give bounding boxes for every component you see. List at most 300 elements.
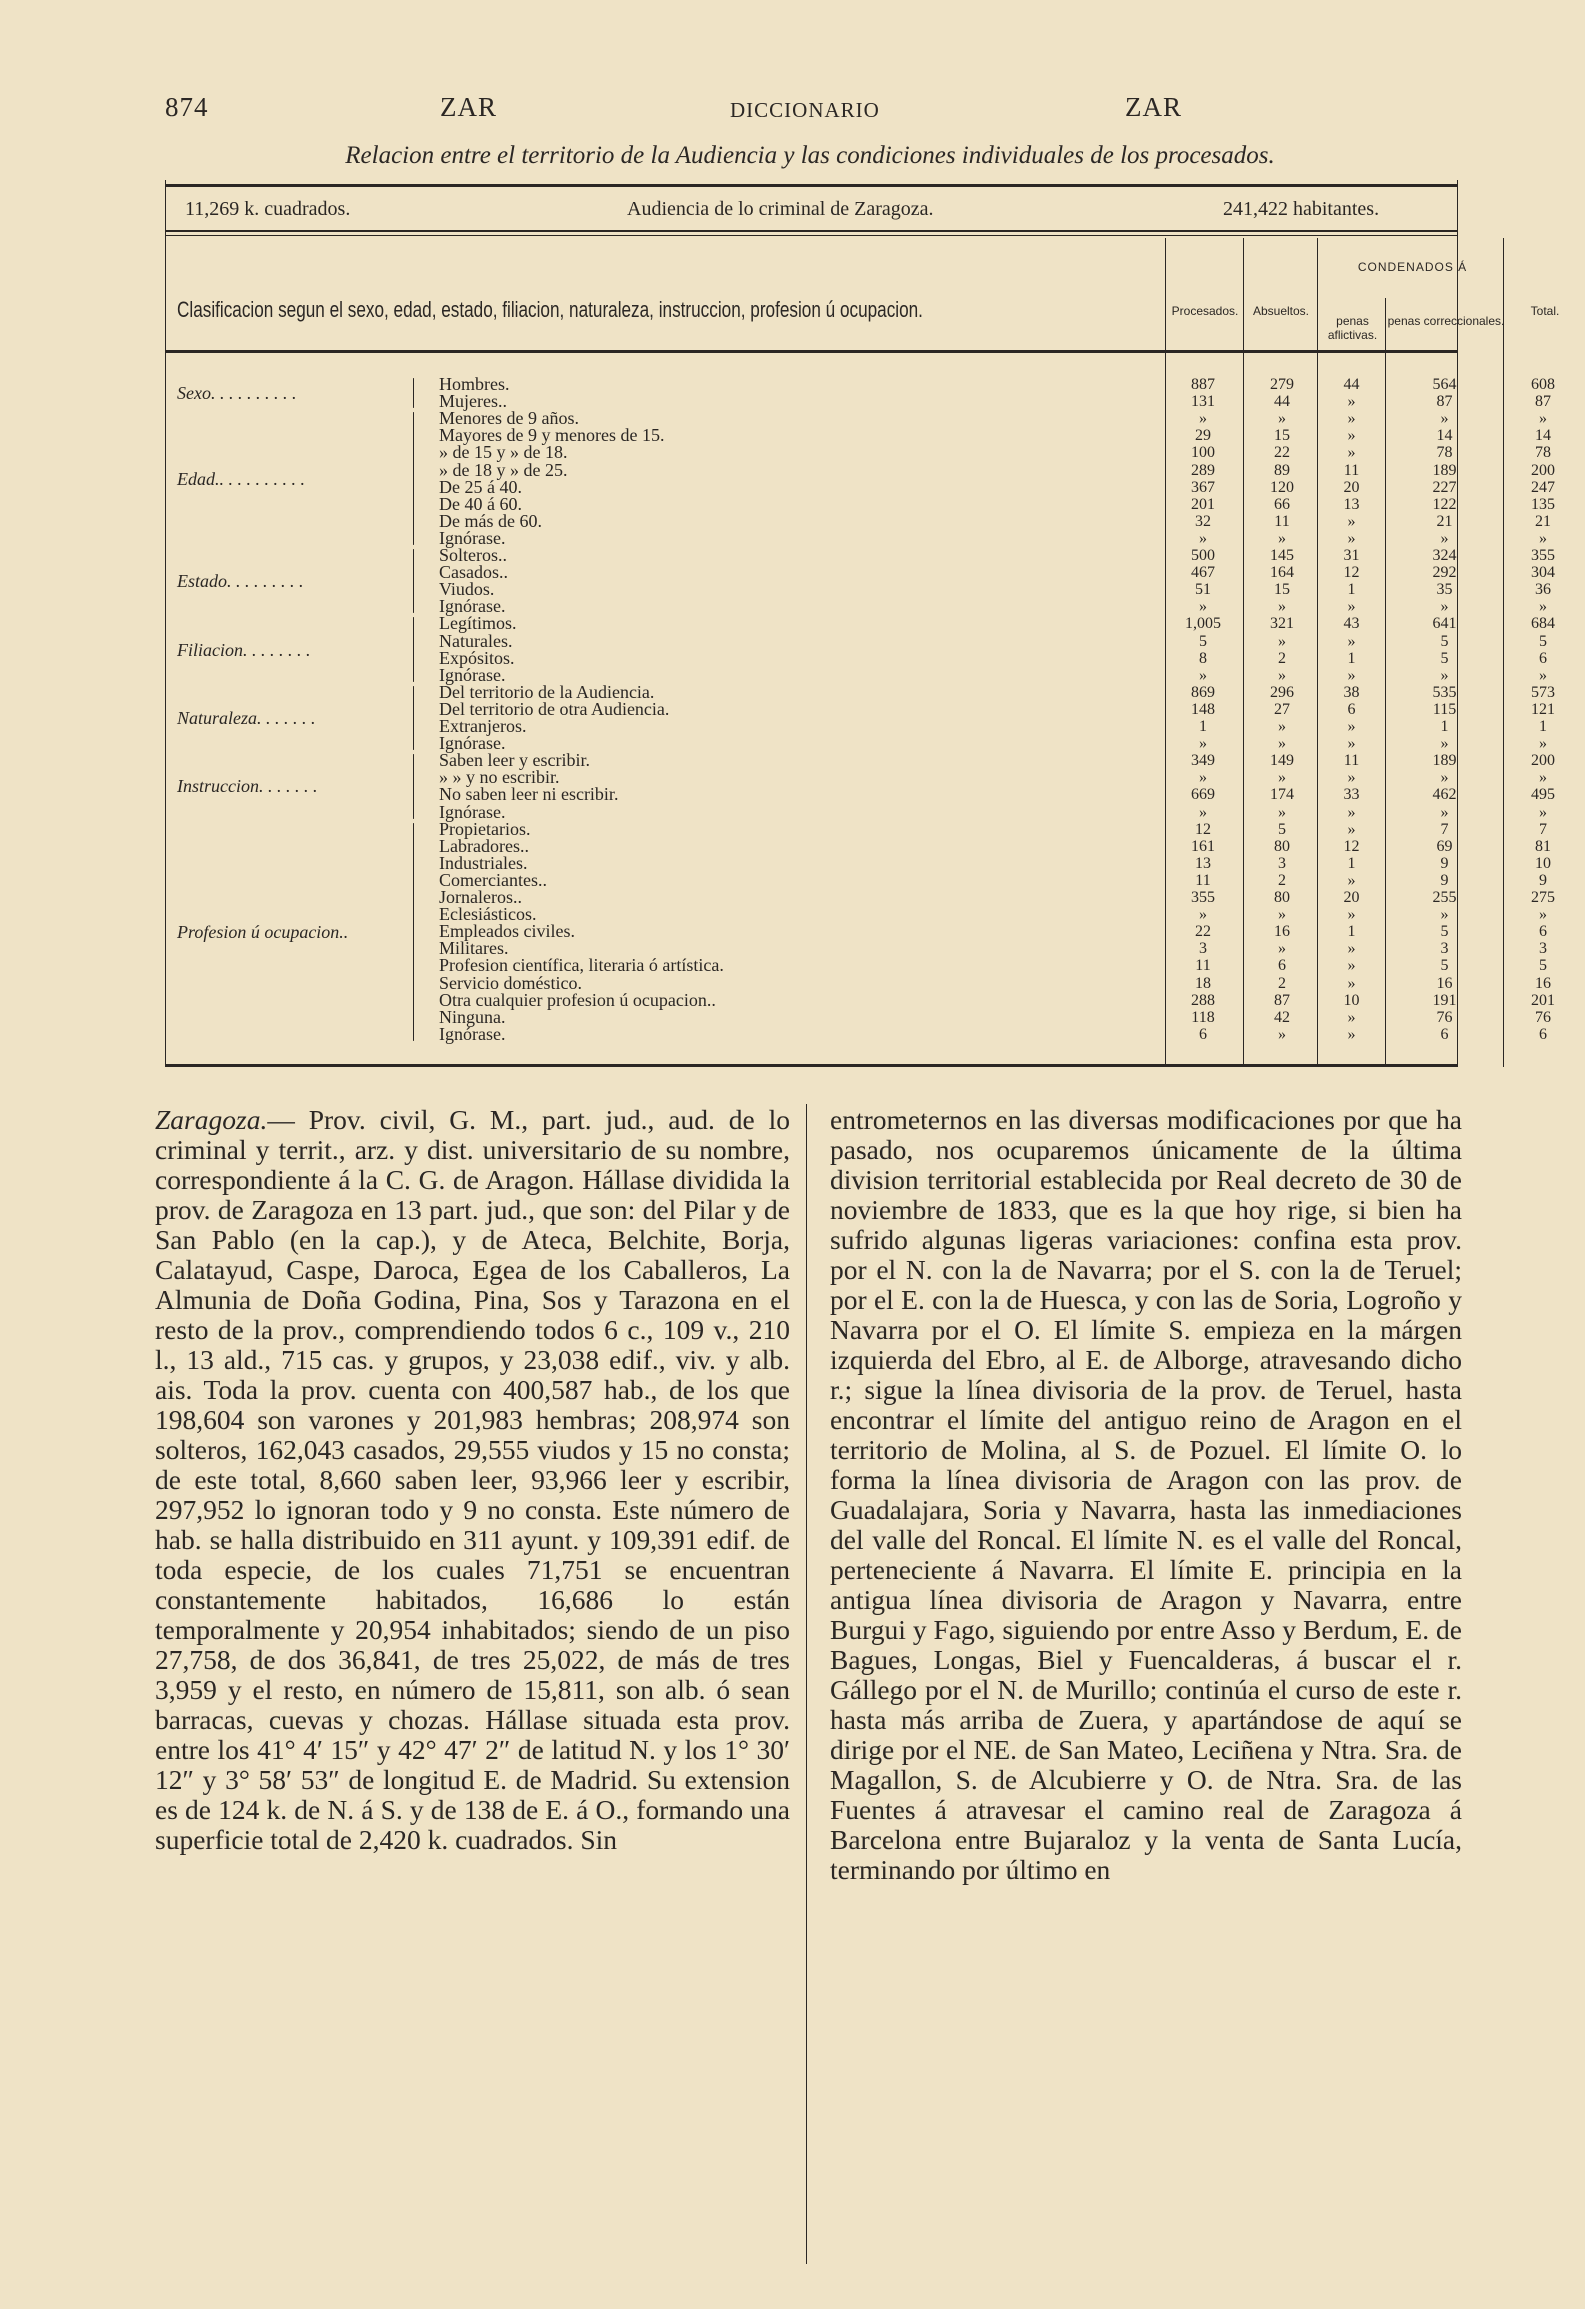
cell-absueltos: 89 — [1274, 461, 1290, 479]
row-label: Ignórase. — [439, 527, 506, 548]
cell-absueltos: 11 — [1274, 512, 1290, 530]
cell-procesados: 18 — [1195, 974, 1211, 992]
cell-total: 200 — [1531, 752, 1555, 770]
row-label: Extranjeros. — [439, 716, 527, 736]
col-procesados: Procesados. — [1171, 304, 1239, 318]
cell-procesados: 288 — [1191, 991, 1215, 1009]
cell-penas-aflictivas: » — [1347, 1008, 1356, 1026]
cell-total: 275 — [1531, 889, 1555, 906]
cell-total: 87 — [1535, 393, 1551, 411]
row-label: Ignórase. — [439, 664, 506, 685]
table-rule-top — [165, 184, 1457, 187]
cell-procesados: 289 — [1191, 461, 1215, 479]
cell-total: 76 — [1535, 1008, 1551, 1026]
group-brace — [413, 549, 414, 613]
cell-penas-correccionales: 87 — [1436, 393, 1453, 411]
cell-penas-correccionales: 227 — [1432, 478, 1457, 496]
cell-procesados: » — [1199, 769, 1207, 787]
cell-total: 6 — [1539, 923, 1547, 941]
row-label: Casados.. — [439, 562, 508, 583]
cell-total: 21 — [1535, 512, 1551, 530]
row-label: Menores de 9 años. — [439, 408, 579, 429]
cell-penas-aflictivas: » — [1347, 632, 1356, 650]
cell-total: 3 — [1539, 940, 1547, 958]
cell-penas-aflictivas: » — [1347, 820, 1356, 838]
cell-total: » — [1539, 769, 1547, 787]
table-court: Audiencia de lo criminal de Zaragoza. — [627, 198, 934, 220]
entry-headword: Zaragoza. — [155, 1104, 268, 1135]
cell-total: 201 — [1531, 991, 1555, 1009]
table-rule-info-2 — [165, 235, 1457, 236]
table-row — [165, 545, 1555, 565]
cell-procesados: 467 — [1191, 564, 1215, 582]
header-title: DICCIONARIO — [730, 98, 880, 122]
cell-total: 6 — [1539, 1025, 1547, 1043]
cell-penas-correccionales: 462 — [1432, 786, 1457, 804]
row-label: Eclesiásticos. — [439, 904, 537, 925]
cell-total: 78 — [1535, 444, 1551, 462]
cell-absueltos: » — [1278, 769, 1286, 787]
text-column-left — [155, 1105, 790, 1855]
cell-penas-correccionales: » — [1440, 598, 1449, 616]
cell-absueltos: 6 — [1278, 957, 1286, 975]
table-row — [165, 1006, 1551, 1027]
col-total: Total. — [1530, 304, 1560, 318]
cell-procesados: » — [1199, 598, 1207, 616]
col-penas-correccionales: penas correccionales. — [1387, 314, 1505, 328]
row-label: Saben leer y escribir. — [439, 750, 590, 771]
row-label: Solteros.. — [439, 545, 508, 565]
cell-penas-aflictivas: » — [1347, 769, 1356, 787]
group-label: Profesion ú ocupacion.. — [177, 921, 349, 942]
cell-penas-aflictivas: 12 — [1343, 837, 1360, 855]
cell-penas-aflictivas: 1 — [1347, 581, 1356, 599]
cell-procesados: 148 — [1191, 700, 1215, 718]
cell-procesados: 355 — [1191, 889, 1215, 906]
text-column-right — [830, 1105, 1462, 1885]
cell-absueltos: 279 — [1270, 376, 1294, 393]
cell-penas-aflictivas: » — [1347, 957, 1356, 975]
table-row — [165, 391, 1551, 412]
cell-penas-aflictivas: 1 — [1347, 923, 1356, 941]
group-brace — [413, 378, 414, 408]
cell-total: » — [1539, 598, 1547, 616]
cell-penas-correccionales: 5 — [1440, 957, 1449, 975]
cell-penas-aflictivas: 11 — [1343, 461, 1360, 479]
cell-total: 9 — [1539, 871, 1547, 889]
cell-penas-correccionales: 115 — [1432, 700, 1457, 718]
table-caption: Relacion entre el territorio de la Audiencia y las condiciones individuales de los procesados. — [345, 142, 1275, 169]
cell-penas-aflictivas: » — [1347, 598, 1356, 616]
cell-absueltos: 145 — [1270, 547, 1294, 564]
entry-body-left: — Prov. civil, G. M., part. jud., aud. de lo criminal y territ., arz. y dist. universitario de su nombre, correspondiente á la C. G. de Aragon. Hállase dividida la prov. de Zaragoza en 13 part. jud., que son: del Pilar y de San Pablo (en la cap.), y de Ateca, Belchite, Borja, Calatayud, Caspe, Daroca, Egea de los Caballeros, La Almunia de Doña Godina, Pina, Sos y Tarazona en el resto de la prov., comprendiendo todos 6 c., 109 v., 210 l., 13 ald., 715 cas. y grupos, y 23,038 edif., viv. y alb. ais. Toda la prov. cuenta con 400,587 hab., de los que 198,604 son varones y 201,983 hembras; 208,974 son solteros, 162,043 casados, 29,555 viudos y 15 no consta; de este total, 8,660 saben leer, 93,966 leer y escribir, 297,952 lo ignoran todo y 9 no consta. Este número de hab. se halla distribuido en 311 ayunt. y 109,391 edif. de toda especie, de los cuales 71,751 se encuentran constantemente habitados, 16,686 lo están temporalmente y 20,954 inhabitados; siendo de un piso 27,758, de dos 36,841, de tres 25,022, de más de tres 3,959 y el resto, en número de 15,811, son alb. ó sean barracas, cuevas y chozas. Hállase situada esta prov. entre los 41° 4′ 15″ y 42° 47′ 2″ de latitud N. y los 1° 30′ 12″ y 3° 58′ 53″ de longitud E. de Madrid. Su extension es de 124 k. de N. á S. y de 138 de E. á O., formando una superficie total de 2,420 k. cuadrados. Sin — [155, 1104, 790, 1855]
running-header — [165, 92, 1455, 132]
cell-procesados: 500 — [1191, 547, 1215, 564]
cell-penas-correccionales: 324 — [1432, 547, 1457, 564]
cell-absueltos: 3 — [1278, 854, 1286, 872]
cell-procesados: 5 — [1199, 632, 1207, 650]
cell-penas-aflictivas: » — [1347, 803, 1356, 821]
cell-penas-aflictivas: 33 — [1343, 786, 1360, 804]
cell-penas-correccionales: 292 — [1432, 564, 1457, 582]
cell-procesados: 6 — [1199, 1025, 1207, 1043]
cell-procesados: » — [1199, 666, 1207, 684]
cell-absueltos: 15 — [1274, 581, 1290, 599]
cell-absueltos: 44 — [1274, 393, 1290, 411]
page-number: 874 — [165, 92, 209, 122]
statistics-table — [165, 180, 1560, 1067]
group-label: Estado. . . . . . . . . — [177, 571, 304, 592]
cell-absueltos: » — [1278, 666, 1286, 684]
group-label: Filiacion. . . . . . . . — [177, 639, 311, 660]
cell-penas-correccionales: 3 — [1440, 940, 1449, 958]
cell-total: 247 — [1531, 478, 1555, 496]
col-absueltos: Absueltos. — [1252, 304, 1310, 318]
cell-penas-aflictivas: » — [1347, 444, 1356, 462]
table-row — [165, 955, 1547, 976]
row-label: Ignórase. — [439, 596, 506, 617]
table-row — [165, 972, 1551, 993]
cell-penas-aflictivas: » — [1347, 410, 1356, 428]
cell-penas-aflictivas: » — [1347, 718, 1356, 735]
cell-absueltos: 149 — [1270, 752, 1294, 770]
row-label: Legítimos. — [439, 613, 517, 634]
cell-penas-correccionales: 14 — [1436, 427, 1453, 445]
cell-penas-aflictivas: » — [1347, 974, 1356, 992]
table-row — [165, 921, 1547, 942]
cell-absueltos: » — [1278, 718, 1286, 735]
table-row — [165, 698, 1555, 719]
cell-absueltos: 27 — [1274, 700, 1290, 718]
condenados-header: CONDENADOS Á — [1357, 260, 1468, 274]
cell-penas-aflictivas: 6 — [1347, 700, 1356, 718]
cell-absueltos: 5 — [1278, 820, 1286, 838]
column-divider — [806, 1104, 807, 2264]
row-label: Industriales. — [439, 852, 528, 873]
row-label: Viudos. — [439, 579, 495, 600]
cell-penas-correccionales: 5 — [1440, 649, 1449, 667]
cell-absueltos: 120 — [1270, 478, 1294, 496]
cell-absueltos: 321 — [1270, 615, 1294, 633]
cell-absueltos: » — [1278, 940, 1286, 958]
row-label: Ignórase. — [439, 733, 506, 754]
cell-total: » — [1539, 735, 1547, 753]
cell-penas-correccionales: 69 — [1436, 837, 1453, 855]
table-row — [165, 408, 1547, 429]
header-left-word: ZAR — [440, 92, 497, 122]
row-label: Profesion científica, literaria ó artística. — [439, 955, 724, 976]
cell-absueltos: 66 — [1274, 495, 1290, 513]
cell-procesados: 201 — [1191, 495, 1215, 513]
cell-absueltos: » — [1278, 735, 1286, 753]
table-row — [165, 904, 1547, 925]
cell-penas-aflictivas: 1 — [1347, 854, 1356, 872]
group-label: Sexo. . . . . . . . . . — [177, 383, 297, 404]
cell-total: 608 — [1531, 376, 1555, 393]
table-row — [165, 852, 1551, 873]
table-row — [165, 459, 1555, 480]
row-label: De 25 á 40. — [439, 476, 522, 497]
cell-procesados: 32 — [1195, 512, 1211, 530]
cell-procesados: 13 — [1195, 854, 1211, 872]
cell-penas-aflictivas: » — [1347, 393, 1356, 411]
cell-total: 1 — [1539, 718, 1547, 735]
cell-penas-correccionales: 5 — [1440, 632, 1449, 650]
cell-penas-correccionales: » — [1440, 803, 1449, 821]
cell-procesados: » — [1199, 410, 1207, 428]
cell-penas-aflictivas: 12 — [1343, 564, 1360, 582]
cell-penas-correccionales: » — [1440, 529, 1449, 547]
cell-penas-aflictivas: 43 — [1343, 615, 1360, 633]
cell-total: 5 — [1539, 632, 1547, 650]
cell-penas-correccionales: » — [1440, 410, 1449, 428]
col-penas-aflictivas: penas aflictivas. — [1327, 314, 1378, 342]
cell-absueltos: 174 — [1270, 786, 1294, 804]
row-label: Mujeres.. — [439, 391, 507, 412]
row-label: Ignórase. — [439, 801, 506, 822]
cell-absueltos: » — [1278, 529, 1286, 547]
table-row — [165, 681, 1555, 702]
table-row — [165, 613, 1555, 634]
cell-penas-correccionales: 535 — [1432, 683, 1457, 701]
cell-procesados: 1,005 — [1185, 615, 1221, 633]
cell-penas-correccionales: 189 — [1432, 752, 1457, 770]
table-row — [165, 989, 1555, 1010]
table-row — [165, 716, 1547, 736]
row-label: De 40 á 60. — [439, 493, 522, 514]
cell-procesados: 11 — [1195, 957, 1211, 975]
table-row — [165, 733, 1547, 754]
cell-penas-correccionales: 564 — [1432, 376, 1457, 393]
cell-procesados: 869 — [1191, 683, 1215, 701]
cell-procesados: 131 — [1191, 393, 1215, 411]
cell-penas-correccionales: 7 — [1440, 820, 1449, 838]
cell-absueltos: » — [1278, 410, 1286, 428]
row-label: Expósitos. — [439, 647, 515, 668]
row-label: Otra cualquier profesion ú ocupacion.. — [439, 989, 716, 1010]
cell-penas-correccionales: 35 — [1436, 581, 1453, 599]
cell-penas-correccionales: 122 — [1432, 495, 1457, 513]
cell-procesados: » — [1199, 735, 1207, 753]
group-brace — [413, 823, 414, 1041]
cell-penas-correccionales: 191 — [1432, 991, 1457, 1009]
cell-total: 16 — [1535, 974, 1551, 992]
cell-penas-correccionales: 255 — [1432, 889, 1457, 906]
cell-total: 36 — [1535, 581, 1551, 599]
cell-total: 200 — [1531, 461, 1555, 479]
table-row — [165, 596, 1547, 617]
cell-penas-aflictivas: » — [1347, 529, 1356, 547]
group-label: Edad.. . . . . . . . . . — [177, 468, 305, 489]
table-area: 11,269 k. cuadrados. — [185, 198, 351, 220]
entry-body-right: entrometernos en las diversas modificaciones por que ha pasado, nos ocuparemos únicamente de la última division territorial establecida por Real decreto de 30 de noviembre de 1833, que es la que hoy rige, si bien ha sufrido algunas ligeras variaciones: confina esta prov. por el N. con la de Navarra; por el S. con la de Teruel; por el E. con la de Huesca, y con las de Soria, Logroño y Navarra por el O. El límite S. empieza en la márgen izquierda del Ebro, al E. de Alborge, atravesando dicho r.; sigue la línea divisoria de la prov. de Teruel, hasta encontrar el límite del antiguo reino de Aragon en el territorio de Molina, al S. de Pozuel. El límite O. lo forma la línea divisoria de Aragon con las prov. de Guadalajara, Soria y Navarra, hasta las inmediaciones del valle del Roncal. El límite N. es el valle del Roncal, perteneciente á Navarra. El límite E. principia en la antigua línea divisoria de Aragon y Navarra, entre Burgui y Fago, siguiendo por entre Asso y Berdum, E. de Bagues, Longas, Biel y Fuencalderas, á buscar el r. Gállego por el N. de Murillo; continúa el curso de este r. hasta más arriba de Zuera, y apartándose de aquí se dirige por el NE. de San Mateo, Leciñena y Ntra. Sra. de Magallon, S. de Alcubierre y O. de Ntra. Sra. de las Fuentes á atravesar el camino real de Zaragoza á Barcelona entre Bujaraloz y la venta de Santa Lucía, terminando por último en — [830, 1104, 1462, 1885]
cell-procesados: 22 — [1195, 923, 1211, 941]
cell-procesados: 887 — [1191, 376, 1215, 393]
cell-procesados: » — [1199, 529, 1207, 547]
cell-procesados: 669 — [1191, 786, 1215, 804]
table-row — [165, 630, 1547, 651]
group-brace — [413, 754, 414, 818]
cell-total: 304 — [1531, 564, 1555, 582]
cell-penas-correccionales: 78 — [1436, 444, 1453, 462]
cell-procesados: 367 — [1191, 478, 1215, 496]
cell-penas-aflictivas: » — [1347, 735, 1356, 753]
cell-procesados: 29 — [1195, 427, 1211, 445]
cell-total: » — [1539, 666, 1547, 684]
cell-absueltos: 2 — [1278, 871, 1286, 889]
row-label: De más de 60. — [439, 510, 542, 531]
cell-penas-aflictivas: 10 — [1343, 991, 1360, 1009]
cell-total: 14 — [1535, 427, 1551, 445]
table-row — [165, 664, 1547, 685]
cell-absueltos: » — [1278, 632, 1286, 650]
cell-total: » — [1539, 906, 1547, 924]
cell-absueltos: » — [1278, 598, 1286, 616]
row-label: Empleados civiles. — [439, 921, 575, 942]
cell-procesados: 161 — [1191, 837, 1215, 855]
cell-procesados: 349 — [1191, 752, 1215, 770]
cell-total: 7 — [1539, 820, 1547, 838]
cell-absueltos: 164 — [1270, 564, 1294, 582]
cell-total: 5 — [1539, 957, 1547, 975]
table-row — [165, 835, 1551, 856]
cell-penas-correccionales: 21 — [1436, 512, 1453, 530]
cell-penas-aflictivas: 13 — [1343, 495, 1360, 513]
cell-absueltos: 42 — [1274, 1008, 1290, 1026]
cell-penas-aflictivas: » — [1347, 427, 1356, 445]
row-label: Hombres. — [439, 374, 510, 394]
row-label: » de 18 y » de 25. — [439, 459, 568, 480]
cell-absueltos: 2 — [1278, 974, 1286, 992]
cell-penas-aflictivas: » — [1347, 512, 1356, 530]
group-label: Naturaleza. . . . . . . — [177, 708, 316, 728]
cell-penas-correccionales: 5 — [1440, 923, 1449, 941]
cell-penas-aflictivas: 38 — [1343, 683, 1360, 701]
group-brace — [413, 412, 414, 545]
cell-absueltos: 87 — [1274, 991, 1290, 1009]
cell-total: » — [1539, 529, 1547, 547]
row-label: Ninguna. — [439, 1006, 506, 1027]
cell-total: 573 — [1531, 683, 1555, 701]
cell-procesados: 3 — [1199, 940, 1207, 958]
cell-penas-aflictivas: » — [1347, 1025, 1356, 1043]
cell-procesados: » — [1199, 803, 1207, 821]
table-row — [165, 750, 1555, 771]
cell-absueltos: 22 — [1274, 444, 1290, 462]
cell-procesados: 12 — [1195, 820, 1211, 838]
cell-absueltos: » — [1278, 803, 1286, 821]
table-row — [165, 818, 1547, 839]
cell-penas-correccionales: » — [1440, 735, 1449, 753]
row-label: Naturales. — [439, 630, 513, 651]
cell-total: 121 — [1531, 700, 1555, 718]
cell-penas-aflictivas: 20 — [1343, 478, 1360, 496]
row-label: No saben leer ni escribir. — [439, 784, 619, 805]
cell-penas-correccionales: 9 — [1440, 871, 1449, 889]
row-label: Comerciantes.. — [439, 869, 547, 890]
cell-procesados: » — [1199, 906, 1207, 924]
cell-total: 684 — [1531, 615, 1555, 633]
table-row — [165, 801, 1547, 822]
row-label: Jornaleros.. — [439, 887, 522, 907]
table-row — [165, 869, 1547, 890]
cell-penas-correccionales: 189 — [1432, 461, 1457, 479]
row-label: Mayores de 9 y menores de 15. — [439, 425, 665, 446]
cell-penas-aflictivas: » — [1347, 666, 1356, 684]
group-label: Instruccion. . . . . . . — [177, 776, 318, 797]
cell-penas-aflictivas: 11 — [1343, 752, 1360, 770]
cell-absueltos: 80 — [1274, 889, 1290, 906]
row-label: Labradores.. — [439, 835, 529, 856]
cell-total: 6 — [1539, 649, 1547, 667]
cell-penas-aflictivas: » — [1347, 940, 1356, 958]
cell-absueltos: » — [1278, 1025, 1286, 1043]
table-row — [165, 579, 1551, 600]
table-row — [165, 1023, 1547, 1044]
classification-header: Clasificacion segun el sexo, edad, estado, filiacion, naturaleza, instruccion, profesion ú ocupacion. — [177, 297, 923, 322]
table-rule-bottom — [165, 1064, 1457, 1067]
cell-absueltos: 80 — [1274, 837, 1290, 855]
cell-procesados: 118 — [1191, 1008, 1215, 1026]
cell-penas-correccionales: » — [1440, 769, 1449, 787]
cell-procesados: 51 — [1195, 581, 1211, 599]
table-row — [165, 493, 1555, 514]
cell-penas-aflictivas: 20 — [1343, 889, 1360, 906]
cell-total: 135 — [1531, 495, 1555, 513]
cell-penas-correccionales: 6 — [1440, 1025, 1449, 1043]
cell-penas-aflictivas: » — [1347, 871, 1356, 889]
row-label: Del territorio de otra Audiencia. — [439, 698, 670, 719]
table-row — [165, 784, 1555, 805]
row-label: Del territorio de la Audiencia. — [439, 681, 655, 702]
group-brace — [413, 686, 414, 750]
table-row — [165, 510, 1551, 531]
cell-penas-correccionales: » — [1440, 666, 1449, 684]
table-row — [165, 425, 1551, 446]
row-label: Servicio doméstico. — [439, 972, 582, 993]
cell-penas-aflictivas: 31 — [1343, 547, 1360, 564]
cell-penas-aflictivas: » — [1347, 906, 1356, 924]
cell-procesados: 11 — [1195, 871, 1211, 889]
cell-absueltos: 296 — [1270, 683, 1294, 701]
cell-penas-correccionales: » — [1440, 906, 1449, 924]
entry-paragraph — [155, 1105, 790, 1855]
header-right-word: ZAR — [1125, 92, 1182, 122]
cell-absueltos: » — [1278, 906, 1286, 924]
cell-total: 10 — [1535, 854, 1551, 872]
cell-penas-correccionales: 9 — [1440, 854, 1449, 872]
row-label: Militares. — [439, 938, 509, 959]
table-row — [165, 938, 1547, 959]
table-population: 241,422 habitantes. — [1223, 198, 1380, 220]
row-label: » » y no escribir. — [439, 767, 560, 788]
cell-procesados: 1 — [1199, 718, 1207, 735]
row-label: » de 15 y » de 18. — [439, 442, 568, 463]
cell-penas-correccionales: 76 — [1436, 1008, 1453, 1026]
cell-procesados: 8 — [1199, 649, 1207, 667]
cell-total: 355 — [1531, 547, 1555, 564]
table-rule-info — [165, 230, 1457, 232]
row-label: Ignórase. — [439, 1023, 506, 1044]
cell-absueltos: 15 — [1274, 427, 1290, 445]
cell-penas-correccionales: 16 — [1436, 974, 1453, 992]
table-rule-head — [165, 350, 1457, 353]
cell-penas-correccionales: 641 — [1432, 615, 1457, 633]
cell-penas-aflictivas: 44 — [1343, 376, 1360, 393]
cell-total: 81 — [1535, 837, 1551, 855]
cell-penas-correccionales: 1 — [1440, 718, 1449, 735]
cell-total: » — [1539, 410, 1547, 428]
